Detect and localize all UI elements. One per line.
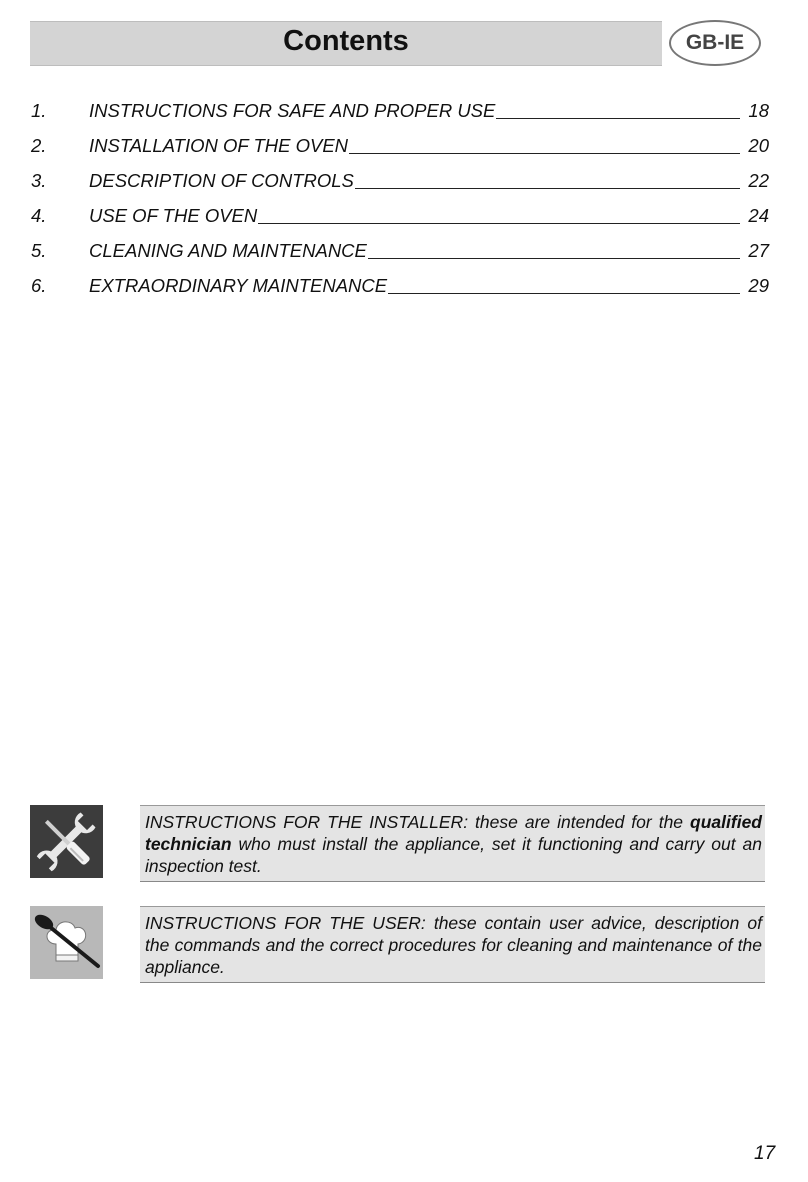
toc-leader-line — [496, 118, 740, 119]
toc-entry-3[interactable] — [31, 170, 769, 205]
toc-leader-line — [388, 293, 740, 294]
toc-entry-title: CLEANING AND MAINTENANCE — [89, 240, 367, 261]
toc-entry-title: INSTRUCTIONS FOR SAFE AND PROPER USE — [89, 100, 496, 121]
toc-leader-line — [368, 258, 741, 259]
installer-note-text — [140, 805, 765, 882]
user-note-text: INSTRUCTIONS FOR THE USER: these contain user advice, description of the commands and the correct procedures for cleaning and maintenance of the appliance. — [140, 906, 765, 983]
toc-entry-page: 22 — [748, 170, 769, 191]
wrench-screwdriver-icon — [30, 805, 103, 878]
toc-leader-line — [349, 153, 740, 154]
toc-entry-2[interactable] — [31, 135, 769, 170]
page-number: 17 — [754, 1143, 776, 1164]
toc-entry-6[interactable] — [31, 275, 769, 310]
toc-entry-title: EXTRAORDINARY MAINTENANCE — [89, 275, 388, 296]
page-title: Contents — [30, 21, 662, 66]
toc-entry-page: 27 — [748, 240, 769, 261]
toc-entry-title: DESCRIPTION OF CONTROLS — [89, 170, 354, 191]
toc-entry-number: 6. — [31, 275, 47, 296]
toc-entry-page: 20 — [748, 135, 769, 156]
toc-entry-title: INSTALLATION OF THE OVEN — [89, 135, 349, 156]
installer-note-rest: who must install the appliance, set it functioning and carry out an inspection test. — [145, 834, 762, 876]
toc-entry-number: 5. — [31, 240, 47, 261]
toc-entry-page: 24 — [748, 205, 769, 226]
language-badge: GB-IE — [669, 20, 761, 66]
toc-entry-number: 1. — [31, 100, 47, 121]
toc-entry-5[interactable] — [31, 240, 769, 275]
toc-entry-4[interactable] — [31, 205, 769, 240]
installer-note-intro: INSTRUCTIONS FOR THE INSTALLER: these are intended for the — [145, 812, 691, 832]
toc-entry-number: 3. — [31, 170, 47, 191]
spoon-chef-hat-icon — [30, 906, 103, 979]
installer-note-emphasis: qualified technician — [145, 812, 762, 854]
toc-entry-page: 29 — [748, 275, 769, 296]
table-of-contents — [31, 100, 769, 310]
toc-entry-number: 2. — [31, 135, 47, 156]
toc-entry-page: 18 — [748, 100, 769, 121]
toc-entry-number: 4. — [31, 205, 47, 226]
toc-leader-line — [355, 188, 741, 189]
toc-entry-title: USE OF THE OVEN — [89, 205, 258, 226]
toc-entry-1[interactable] — [31, 100, 769, 135]
toc-leader-line — [258, 223, 740, 224]
